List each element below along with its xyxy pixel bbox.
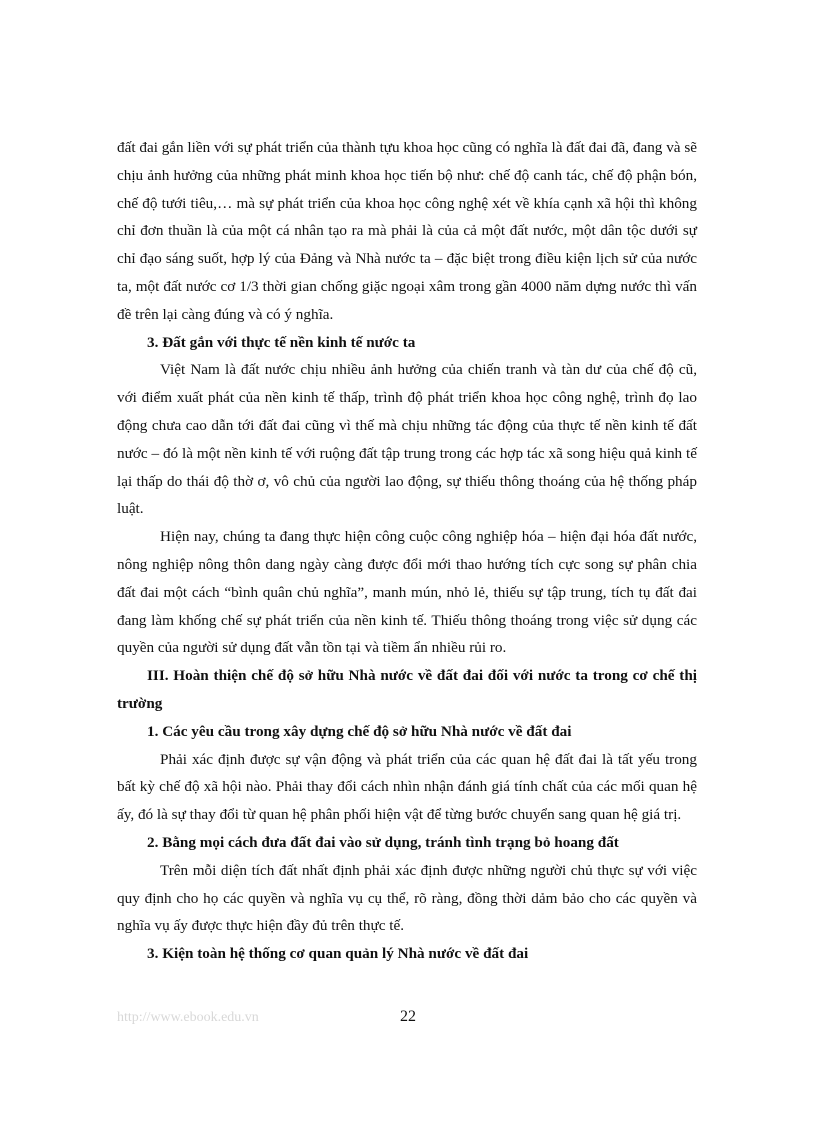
page-body bbox=[117, 134, 697, 968]
section-heading: 3. Kiện toàn hệ thống cơ quan quản lý Nhà nước về đất đai bbox=[147, 945, 529, 963]
section-heading: 1. Các yêu cầu trong xây dựng chế độ sở hữu Nhà nước về đất đai bbox=[147, 722, 572, 740]
body-paragraph: Hiện nay, chúng ta đang thực hiện công cuộc công nghiệp hóa – hiện đại hóa đất nước, nông nghiệp nông thôn dang ngày càng được đổi mới thao hướng tích cực song sự phân chia đất đai một cách “bình quân chủ nghĩa”, manh mún, nhỏ lẻ, thiếu sự tập trung, tích tụ đất đai đang làm khống chế sự phát triển của nền kinh tế. Thiếu thông thoáng trong việc sử dụng các quyền của người sử dụng đất vẫn tồn tại và tiềm ẩn nhiều rủi ro. bbox=[117, 528, 697, 657]
body-paragraph: đất đai gắn liền với sự phát triển của thành tựu khoa học cũng có nghĩa là đất đai đã, đang và sẽ chịu ảnh hưởng của những phát minh khoa học tiến bộ như: chế độ canh tác, chế độ phận bón, chế độ tưới tiêu,… mà sự phát triển của khoa học công nghệ xét về khía cạnh xã hội thì không chỉ đơn thuần là của một cá nhân tạo ra mà phải là của cả một đất nước, một dân tộc dưới sự chỉ đạo sáng suốt, hợp lý của Đảng và Nhà nước ta – đặc biệt trong điều kiện lịch sử của nước ta, một đất nước cơ 1/3 thời gian chống giặc ngoại xâm trong gần 4000 năm dựng nước thì vấn đề trên lại càng đúng và có ý nghĩa. bbox=[117, 139, 697, 323]
body-paragraph: Trên mỗi diện tích đất nhất định phải xác định được những người chủ thực sự với việc quy định cho họ các quyền và nghĩa vụ cụ thể, rõ ràng, đồng thời dảm bảo cho các quyền và nghĩa vụ ấy được thực hiện đầy đủ trên thực tế. bbox=[117, 861, 697, 935]
body-paragraph: Việt Nam là đất nước chịu nhiều ảnh hưởng của chiến tranh và tàn dư của chế độ cũ, với điểm xuất phát của nền kinh tế thấp, trình độ phát triển khoa học công nghệ, trình đọ lao động chưa cao dẫn tới đất đai cũng vì thế mà chịu những tác động của thực tế nền kinh tế đất nước – đó là một nền kinh tế với ruộng đất tập trung trong các hợp tác xã song hiệu quả kinh tế lại thấp do thái độ thờ ơ, vô chủ của người lao động, sự thiếu thông thoáng của hệ thống pháp luật. bbox=[117, 361, 697, 518]
section-heading: 2. Bằng mọi cách đưa đất đai vào sử dụng, tránh tình trạng bỏ hoang đất bbox=[147, 833, 619, 851]
page-number: 22 bbox=[400, 1008, 416, 1025]
section-heading: 3. Đất gắn với thực tế nền kinh tế nước ta bbox=[147, 333, 416, 351]
footer-watermark-url: http://www.ebook.edu.vn bbox=[117, 1010, 259, 1025]
body-paragraph: Phải xác định được sự vận động và phát triển của các quan hệ đất đai là tất yếu trong bất kỳ chế độ xã hội nào. Phải thay đổi cách nhìn nhận đánh giá tính chất của các mối quan hệ ấy, đó là sự thay đổi từ quan hệ phân phối hiện vật để từng bước chuyển sang quan hệ giá trị. bbox=[117, 750, 697, 824]
major-heading: III. Hoàn thiện chế độ sở hữu Nhà nước về đất đai đối với nước ta trong cơ chế thị trường bbox=[117, 667, 697, 712]
